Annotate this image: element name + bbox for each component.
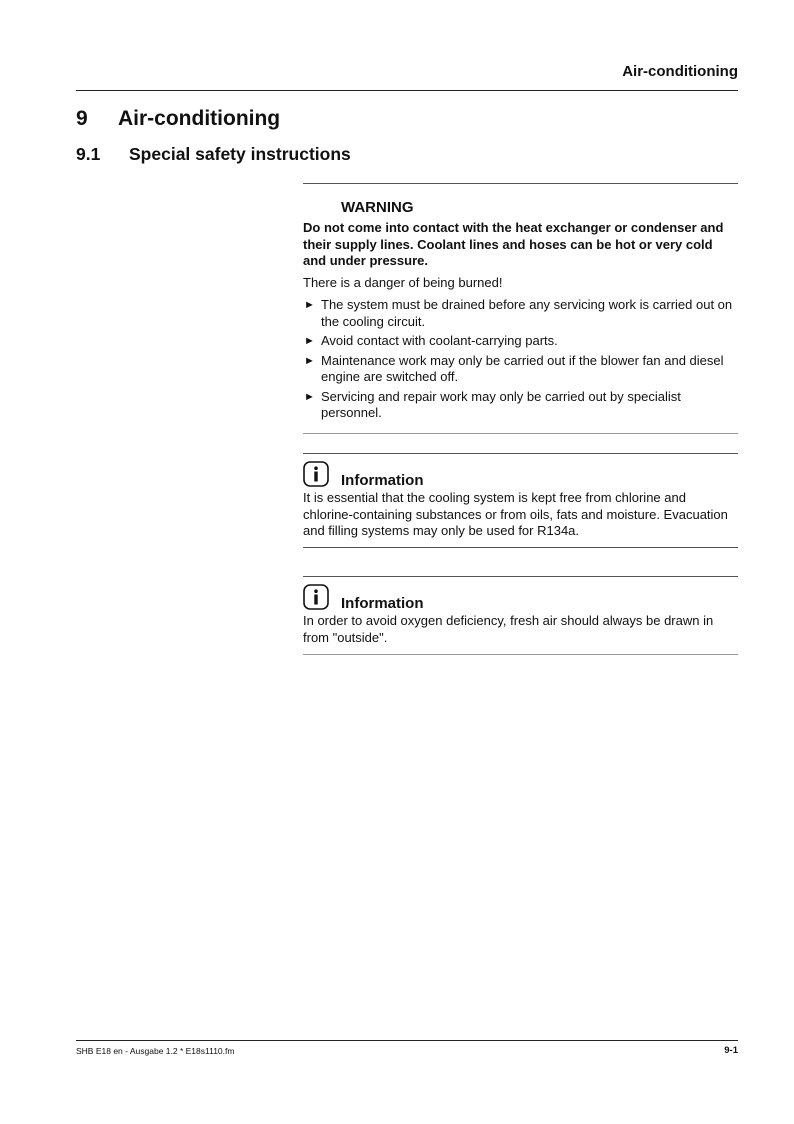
- bullet-arrow-icon: ►: [304, 335, 315, 347]
- running-header: [76, 60, 738, 91]
- warning-bottom-rule: [303, 433, 738, 434]
- list-item: ► The system must be drained before any servicing work is carried out on the cooling circuit.: [304, 297, 733, 329]
- list-item: ► Avoid contact with coolant-carrying parts.: [304, 333, 558, 348]
- info-2-top-rule: [303, 576, 738, 577]
- info-1-top-rule: [303, 453, 738, 454]
- warning-heading: WARNING: [341, 199, 414, 216]
- chapter-heading: [76, 107, 280, 131]
- info-2-heading: Information: [341, 595, 424, 612]
- info-1-bottom-rule: [303, 547, 738, 548]
- section-heading: [76, 144, 351, 165]
- list-item: ► Servicing and repair work may only be carried out by specialist personnel.: [304, 388, 681, 420]
- info-1-text: It is essential that the cooling system is kept free from chlorine and chlorine-containing substances or from oils, fats and moisture. Evacuation and filling systems may only be used for R134a.: [303, 490, 728, 538]
- list-item: ► Maintenance work may only be carried out if the blower fan and diesel engine are switched off.: [304, 352, 724, 384]
- warning-bold-text: Do not come into contact with the heat exchanger or condenser and their supply lines. Coolant lines and hoses can be hot or very cold and under pressure.: [303, 220, 724, 268]
- chapter-number: 9: [76, 107, 88, 130]
- info-icon: [303, 461, 329, 487]
- bullet-arrow-icon: ►: [304, 354, 315, 367]
- section-title: Special safety instructions: [129, 144, 351, 164]
- bullet-arrow-icon: ►: [304, 299, 315, 311]
- running-header-title: Air-conditioning: [622, 63, 738, 80]
- footer-page-number: 9-1: [724, 1045, 738, 1056]
- info-icon: [303, 584, 329, 610]
- footer-doc-ref: SHB E18 en - Ausgabe 1.2 * E18s1110.fm: [76, 1046, 235, 1056]
- bullet-arrow-icon: ►: [304, 390, 315, 403]
- warning-top-rule: [303, 183, 738, 184]
- warning-bullet-list: [303, 297, 738, 425]
- info-2-text: In order to avoid oxygen deficiency, fresh air should always be drawn in from "outside".: [303, 613, 714, 645]
- section-number: 9.1: [76, 144, 101, 164]
- warning-danger-text: There is a danger of being burned!: [303, 275, 503, 290]
- info-1-heading: Information: [341, 472, 424, 489]
- page-footer: [76, 1040, 738, 1061]
- chapter-title: Air-conditioning: [118, 107, 281, 130]
- info-2-bottom-rule: [303, 654, 738, 655]
